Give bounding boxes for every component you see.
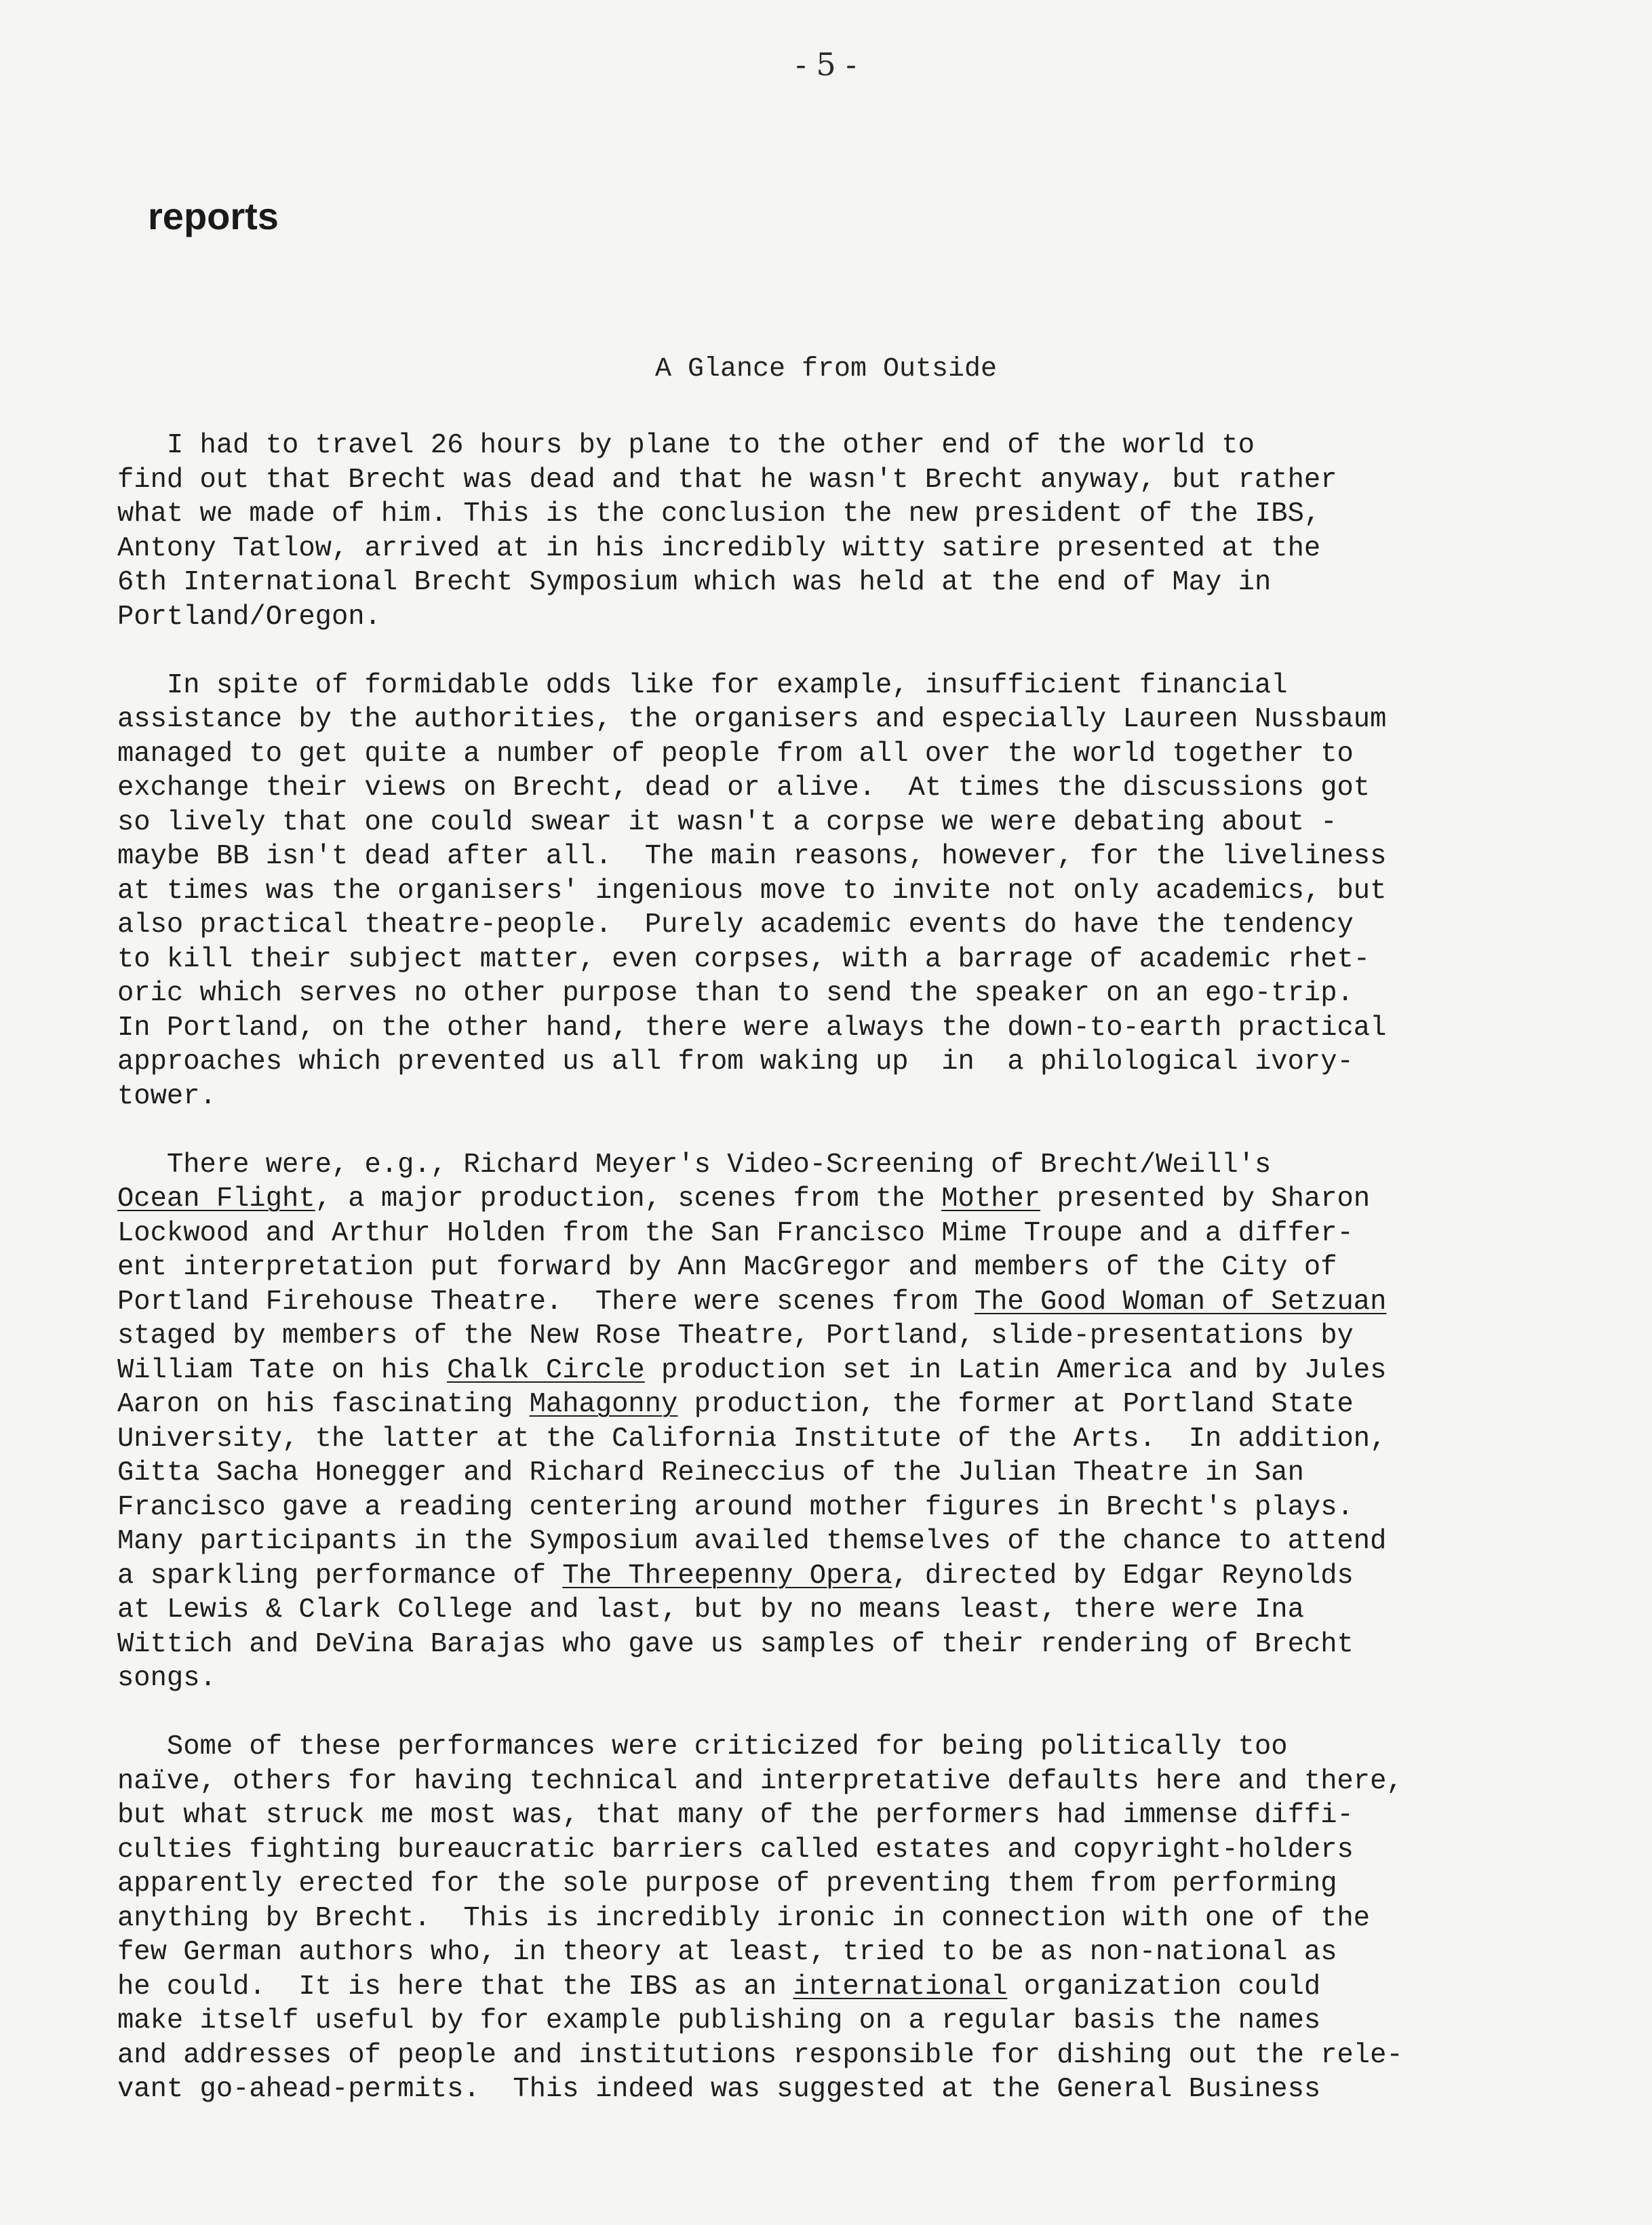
paragraph	[117, 1730, 1541, 2107]
text-line: I had to travel 26 hours by plane to the other end of the world to	[117, 430, 1255, 461]
text-line: University, the latter at the California Institute of the Arts. In addition,	[117, 1423, 1387, 1455]
text-line: ent interpretation put forward by Ann MacGregor and members of the City of	[117, 1252, 1337, 1283]
text-line: Some of these performances were criticized for being politically too	[117, 1731, 1288, 1763]
text-line: There were, e.g., Richard Meyer's Video-Screening of Brecht/Weill's	[117, 1149, 1272, 1181]
paragraph	[117, 669, 1541, 1114]
text-line: maybe BB isn't dead after all. The main reasons, however, for the liveliness	[117, 841, 1387, 872]
text-line: Antony Tatlow, arrived at in his incredibly witty satire presented at the	[117, 532, 1321, 564]
text-line: anything by Brecht. This is incredibly ironic in connection with one of the	[117, 1902, 1371, 1934]
article-body	[117, 429, 1541, 2141]
text-line: vant go-ahead-permits. This indeed was suggested at the General Business	[117, 2074, 1321, 2105]
text-line: Lockwood and Arthur Holden from the San Francisco Mime Troupe and a differ-	[117, 1217, 1354, 1249]
text-line: tower.	[117, 1080, 216, 1112]
article-title: A Glance from Outside	[654, 354, 998, 385]
text-line: Wittich and DeVina Barajas who gave us samples of their rendering of Brecht	[117, 1628, 1354, 1660]
text-line: at times was the organisers' ingenious move to invite not only academics, but	[117, 875, 1387, 907]
text-line: In Portland, on the other hand, there were always the down-to-earth practical	[117, 1012, 1387, 1044]
text-line: and addresses of people and institutions responsible for dishing out the rele-	[117, 2039, 1403, 2071]
paragraph	[117, 429, 1541, 634]
text-line: at Lewis & Clark College and last, but by no means least, there were Ina	[117, 1594, 1304, 1626]
text-line: assistance by the authorities, the organisers and especially Laureen Nussbaum	[117, 704, 1387, 735]
text-line: In spite of formidable odds like for example, insufficient financial	[117, 669, 1288, 701]
text-line: culties fighting bureaucratic barriers called estates and copyright-holders	[117, 1834, 1354, 1866]
text-line: so lively that one could swear it wasn't a corpse we were debating about -	[117, 806, 1337, 838]
text-line: he could. It is here that the IBS as an international organization could	[117, 1971, 1321, 2003]
page-number: - 5 -	[795, 46, 857, 83]
text-line: approaches which prevented us all from waking up in a philological ivory-	[117, 1046, 1354, 1078]
text-line: few German authors who, in theory at least, tried to be as non-national as	[117, 1937, 1337, 1968]
text-line: apparently erected for the sole purpose of preventing them from performing	[117, 1868, 1337, 1899]
text-line: naïve, others for having technical and interpretative defaults here and there,	[117, 1765, 1403, 1797]
underlined-title: The Threepenny Opera	[562, 1560, 892, 1592]
text-line: Francisco gave a reading centering around mother figures in Brecht's plays.	[117, 1491, 1354, 1523]
paragraph	[117, 1148, 1541, 1696]
text-line: oric which serves no other purpose than to send the speaker on an ego-trip.	[117, 978, 1354, 1009]
underlined-title: Ocean Flight	[117, 1183, 315, 1215]
underlined-title: international	[793, 1971, 1008, 2003]
text-line: make itself useful by for example publishing on a regular basis the names	[117, 2005, 1321, 2036]
text-line: Aaron on his fascinating Mahagonny production, the former at Portland State	[117, 1389, 1354, 1420]
underlined-title: Chalk Circle	[447, 1354, 645, 1386]
underlined-title: Mother	[941, 1183, 1041, 1215]
text-line: to kill their subject matter, even corpses, with a barrage of academic rhet-	[117, 943, 1371, 975]
text-line: Gitta Sacha Honegger and Richard Reineccius of the Julian Theatre in San	[117, 1457, 1304, 1489]
text-line: managed to get quite a number of people from all over the world together to	[117, 738, 1354, 770]
text-line: staged by members of the New Rose Theatre, Portland, slide-presentations by	[117, 1320, 1354, 1352]
underlined-title: Mahagonny	[529, 1389, 678, 1420]
text-line: 6th International Brecht Symposium which was held at the end of May in	[117, 567, 1272, 598]
text-line: songs.	[117, 1663, 216, 1694]
text-line: also practical theatre-people. Purely academic events do have the tendency	[117, 909, 1354, 941]
text-line: Portland/Oregon.	[117, 601, 381, 633]
text-line: a sparkling performance of The Threepenny Opera, directed by Edgar Reynolds	[117, 1560, 1354, 1592]
text-line: Ocean Flight, a major production, scenes from the Mother presented by Sharon	[117, 1183, 1371, 1215]
section-label: reports	[148, 195, 279, 237]
text-line: find out that Brecht was dead and that he wasn't Brecht anyway, but rather	[117, 464, 1337, 496]
text-line: Portland Firehouse Theatre. There were scenes from The Good Woman of Setzuan	[117, 1286, 1387, 1318]
text-line: William Tate on his Chalk Circle production set in Latin America and by Jules	[117, 1354, 1387, 1386]
text-line: what we made of him. This is the conclusion the new president of the IBS,	[117, 498, 1321, 530]
text-line: exchange their views on Brecht, dead or alive. At times the discussions got	[117, 772, 1371, 804]
underlined-title: The Good Woman of Setzuan	[974, 1286, 1387, 1318]
text-line: but what struck me most was, that many of the performers had immense diffi-	[117, 1800, 1354, 1831]
text-line: Many participants in the Symposium availed themselves of the chance to attend	[117, 1526, 1387, 1557]
